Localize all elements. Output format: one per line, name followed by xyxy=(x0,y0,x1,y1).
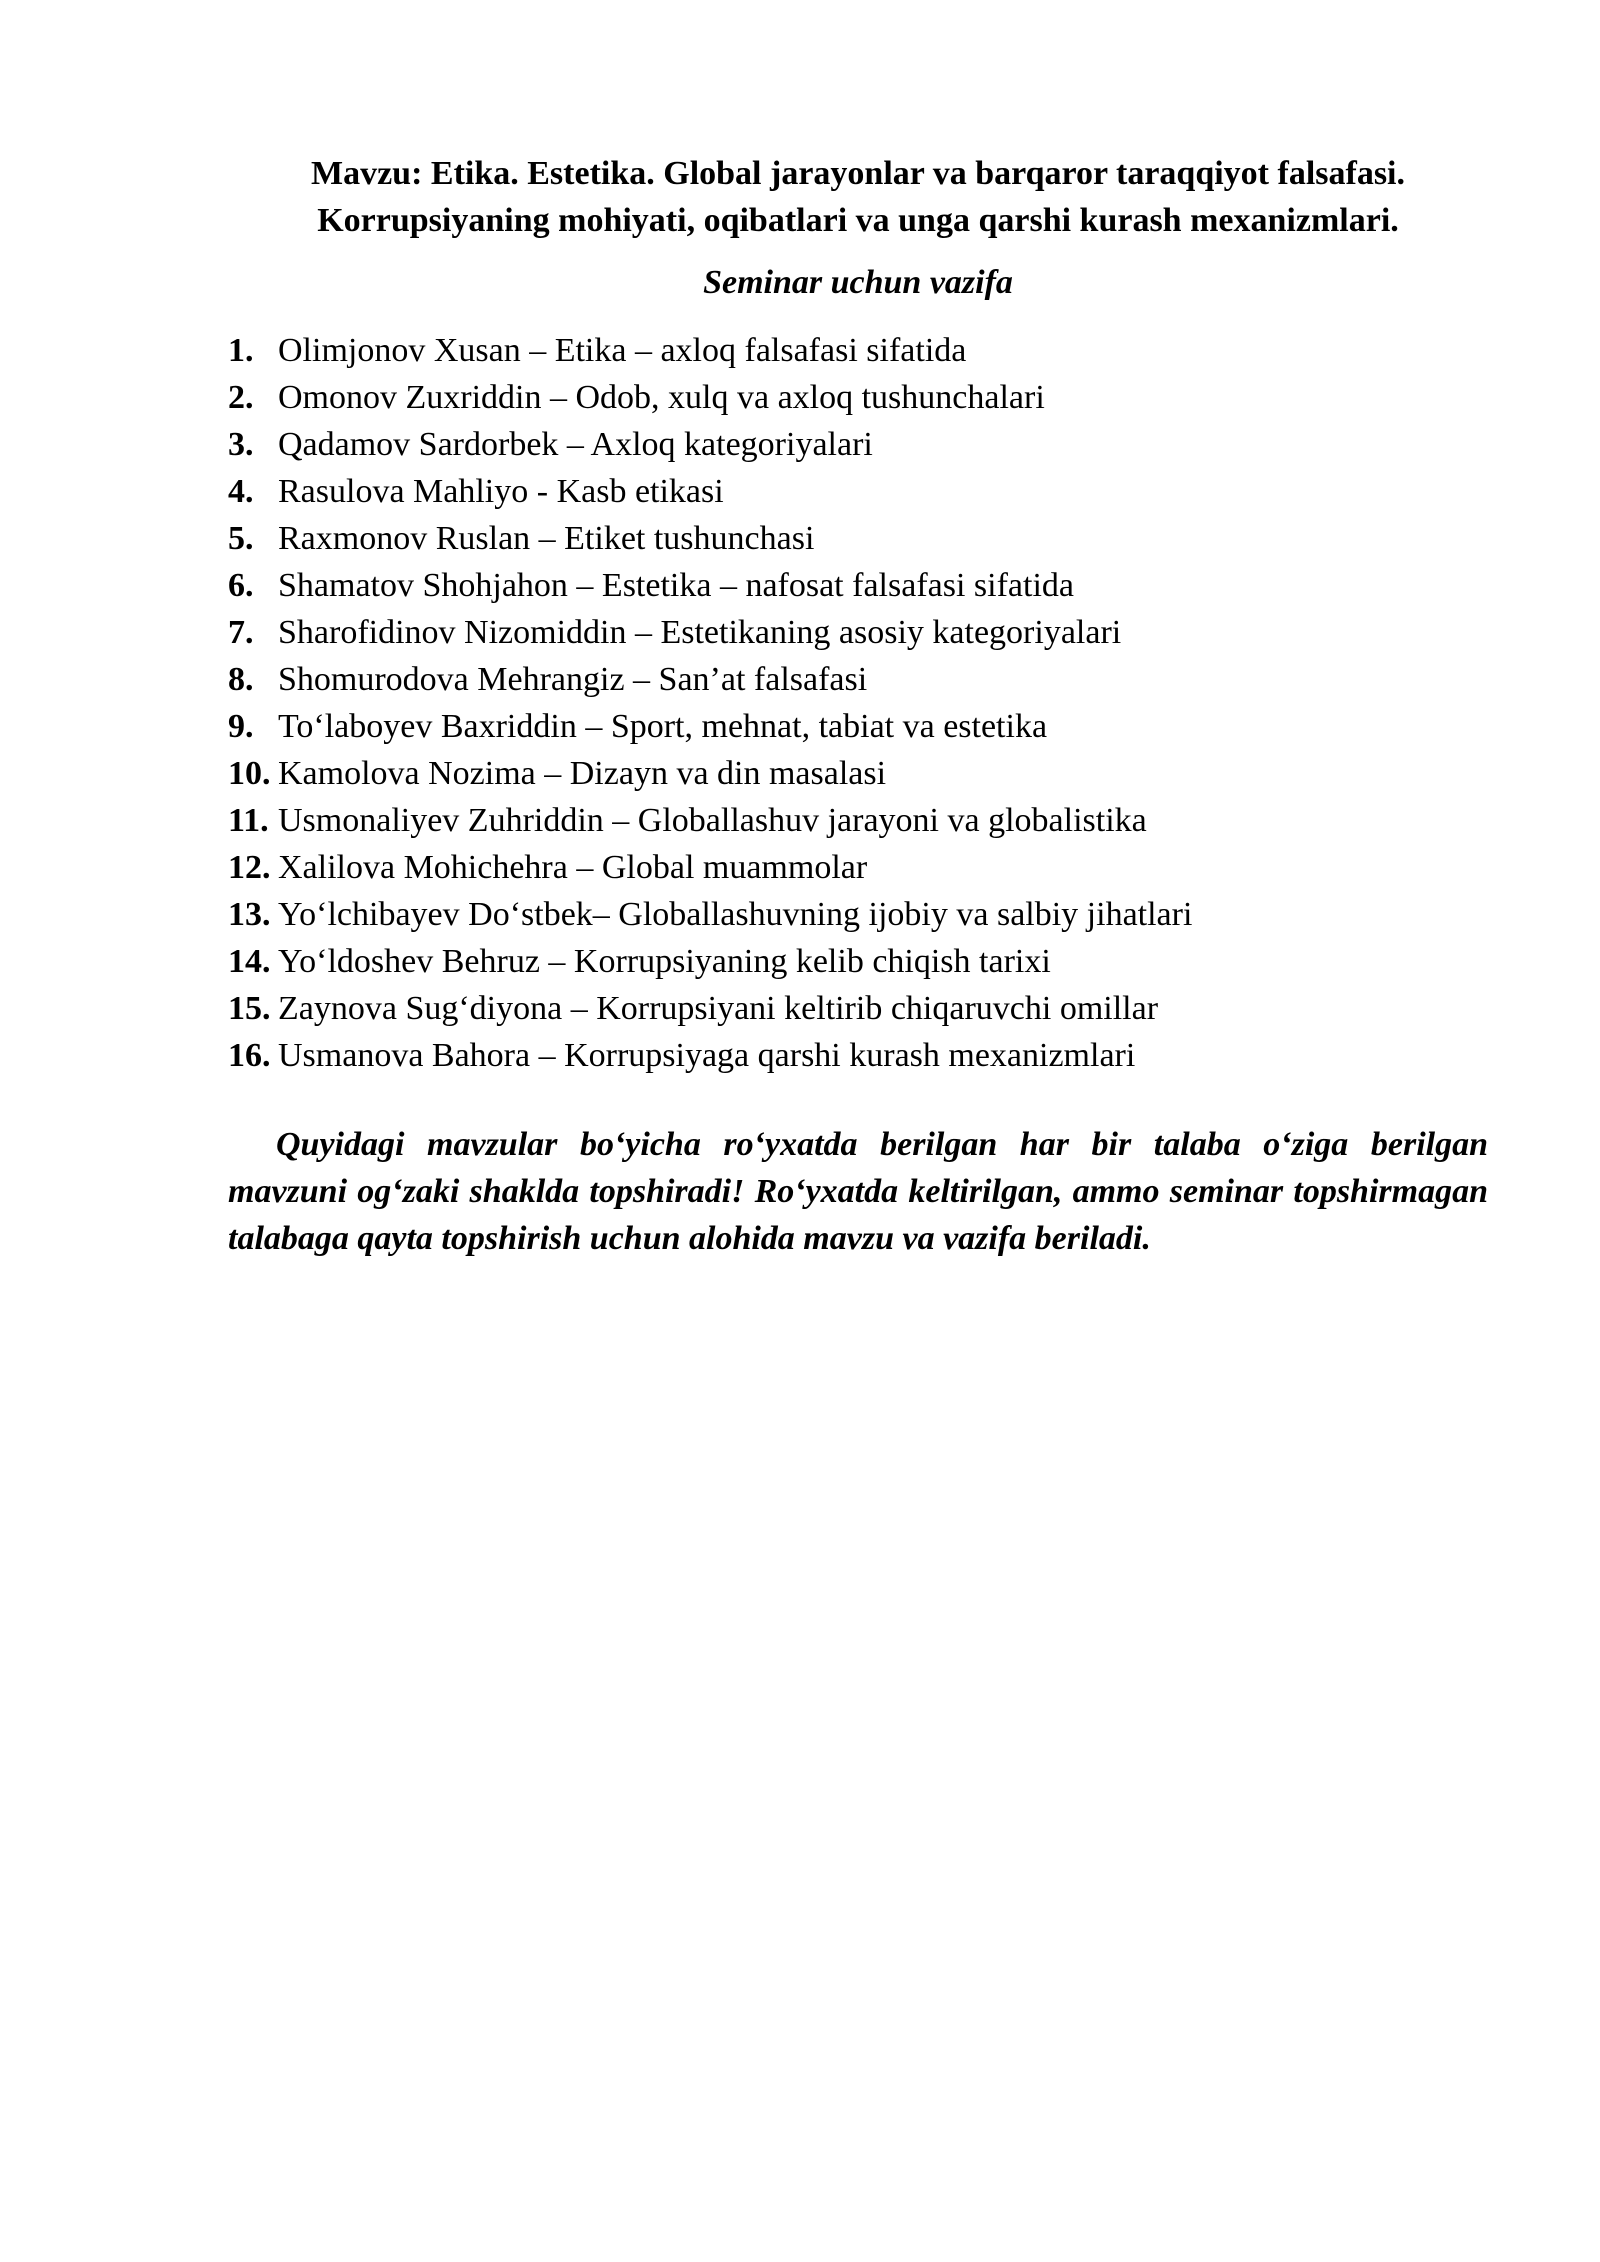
title-line: Mavzu: Etika. Estetika. Global jarayonlar va barqaror taraqqiyot falsafasi. xyxy=(310,155,1405,192)
item-text: Kamolova Nozima – Dizayn va din masalasi xyxy=(278,755,887,792)
item-number: 8. xyxy=(228,661,254,698)
item-text: Omonov Zuxriddin – Odob, xulq va axloq tushunchalari xyxy=(278,379,1045,416)
item-number: 6. xyxy=(228,567,254,604)
item-number: 13. xyxy=(228,896,271,933)
item-number: 7. xyxy=(228,614,254,651)
item-number: 10. xyxy=(228,755,271,792)
item-text: Yo‘ldoshev Behruz – Korrupsiyaning kelib chiqish tarixi xyxy=(278,943,1051,980)
list-item xyxy=(228,468,1488,515)
item-text: Shomurodova Mehrangiz – San’at falsafasi xyxy=(278,661,868,698)
item-text: Usmanova Bahora – Korrupsiyaga qarshi kurash mexanizmlari xyxy=(278,1037,1136,1074)
item-text: Raxmonov Ruslan – Etiket tushunchasi xyxy=(278,520,815,557)
list-item xyxy=(228,374,1488,421)
list-item xyxy=(228,891,1488,938)
instructions-paragraph: Quyidagi mavzular bo‘yicha ro‘yxatda berilgan har bir talaba o‘ziga berilgan mavzuni og‘zaki shaklda topshiradi! Ro‘yxatda keltirilgan, ammo seminar topshirmagan talabaga qayta topshirish uchun alohida mavzu va vazifa beriladi. xyxy=(228,1126,1488,1257)
item-number: 3. xyxy=(228,426,254,463)
item-number: 4. xyxy=(228,473,254,510)
list-item xyxy=(228,562,1488,609)
list-item xyxy=(228,844,1488,891)
item-number: 14. xyxy=(228,943,271,980)
assignment-list xyxy=(228,327,1488,1079)
item-text: Shamatov Shohjahon – Estetika – nafosat falsafasi sifatida xyxy=(278,567,1074,604)
document-title xyxy=(228,150,1488,244)
item-text: Qadamov Sardorbek – Axloq kategoriyalari xyxy=(278,426,873,463)
item-number: 2. xyxy=(228,379,254,416)
document-page xyxy=(228,150,1488,1262)
list-item xyxy=(228,938,1488,985)
list-item xyxy=(228,750,1488,797)
item-text: Olimjonov Xusan – Etika – axloq falsafasi sifatida xyxy=(278,332,967,369)
item-number: 1. xyxy=(228,332,254,369)
list-item xyxy=(228,421,1488,468)
list-item xyxy=(228,515,1488,562)
item-text: Xalilova Mohichehra – Global muammolar xyxy=(278,849,868,886)
item-text: Sharofidinov Nizomiddin – Estetikaning asosiy kategoriyalari xyxy=(278,614,1122,651)
document-subtitle: Seminar uchun vazifa xyxy=(703,264,1013,301)
item-text: Usmonaliyev Zuhriddin – Globallashuv jarayoni va globalistika xyxy=(278,802,1147,839)
item-text: Yo‘lchibayev Do‘stbek– Globallashuvning ijobiy va salbiy jihatlari xyxy=(278,896,1193,933)
item-number: 5. xyxy=(228,520,254,557)
item-text: To‘laboyev Baxriddin – Sport, mehnat, tabiat va estetika xyxy=(278,708,1048,745)
title-line: Korrupsiyaning mohiyati, oqibatlari va unga qarshi kurash mexanizmlari. xyxy=(317,202,1399,239)
list-item xyxy=(228,327,1488,374)
list-item xyxy=(228,797,1488,844)
item-number: 9. xyxy=(228,708,254,745)
list-item xyxy=(228,656,1488,703)
list-item xyxy=(228,985,1488,1032)
list-item xyxy=(228,609,1488,656)
item-number: 16. xyxy=(228,1037,271,1074)
list-item xyxy=(228,703,1488,750)
item-number: 12. xyxy=(228,849,271,886)
item-number: 15. xyxy=(228,990,271,1027)
list-item xyxy=(228,1032,1488,1079)
item-number: 11. xyxy=(228,802,269,839)
item-text: Zaynova Sug‘diyona – Korrupsiyani keltirib chiqaruvchi omillar xyxy=(278,990,1159,1027)
item-text: Rasulova Mahliyo - Kasb etikasi xyxy=(278,473,724,510)
